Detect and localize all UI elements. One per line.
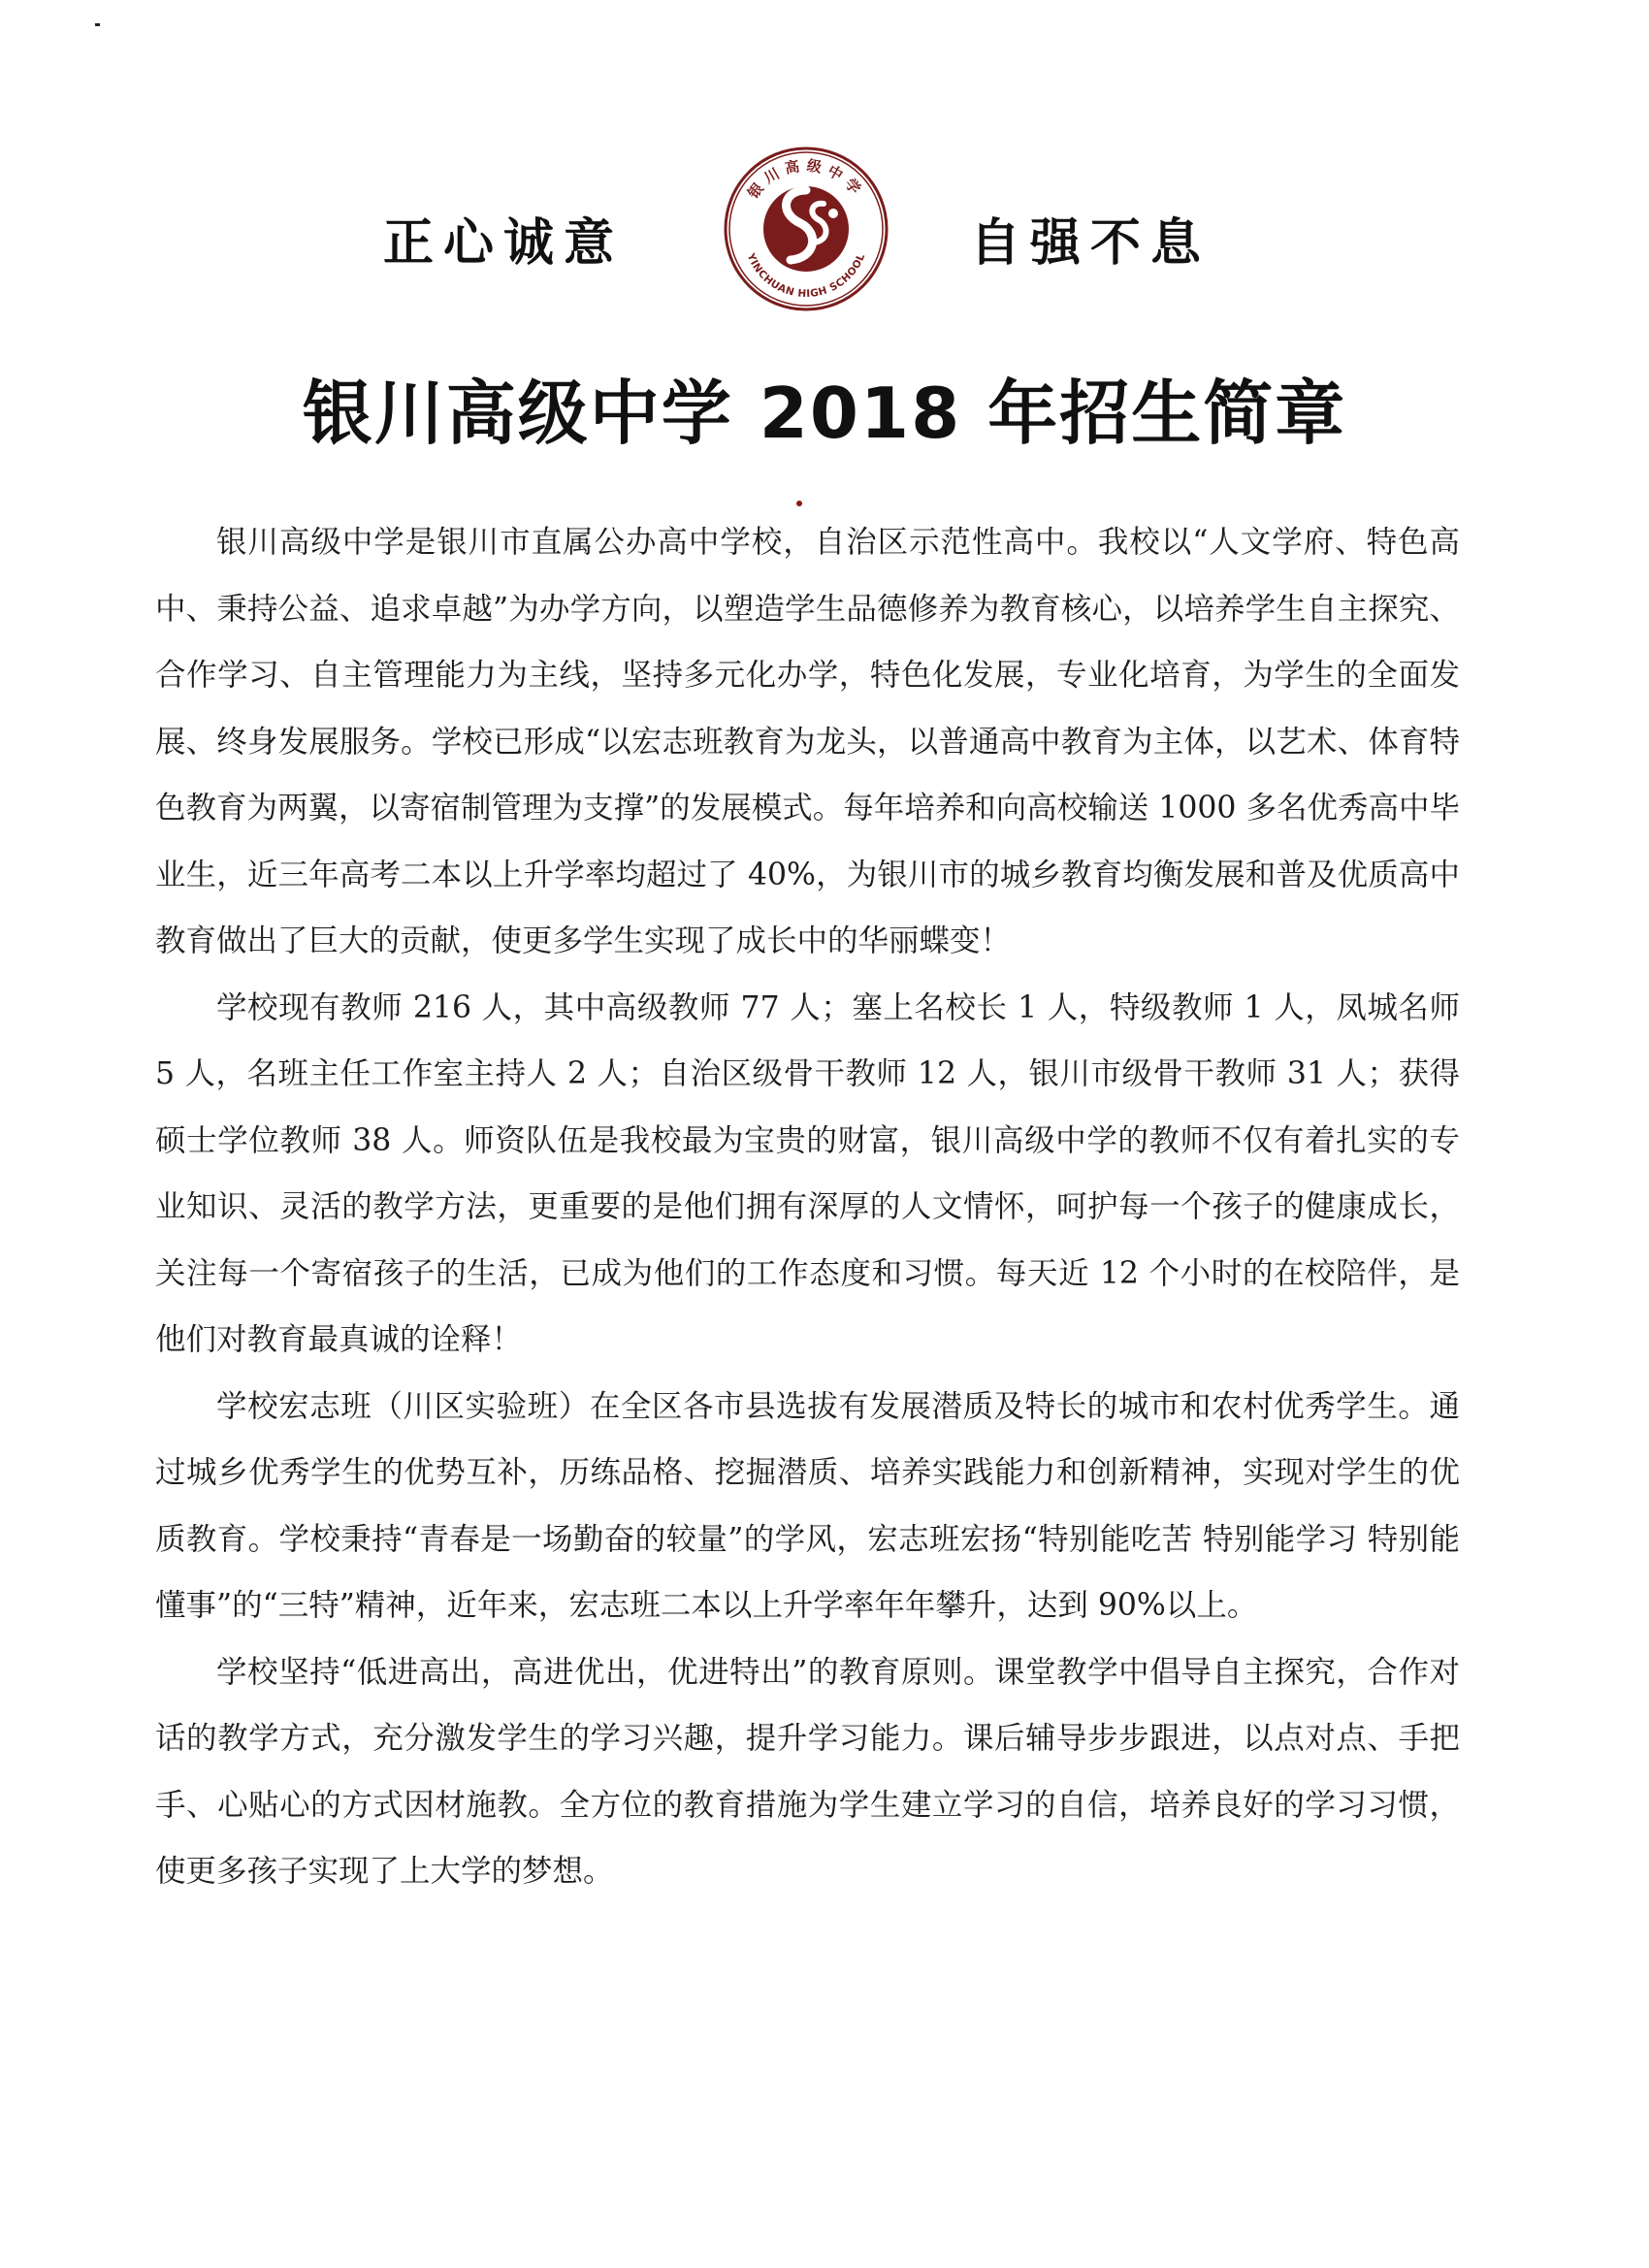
paragraph-intro: 银川高级中学是银川市直属公办高中学校，自治区示范性高中。我校以“人文学府、特色高中、秉持公益、追求卓越”为办学方向，以塑造学生品德修养为教育核心，以培养学生自主探究、合作学习、自主管理能力为主线，坚持多元化办学，特色化发展，专业化培育，为学生的全面发展、终身发展服务。学校已形成“以宏志班教育为龙头，以普通高中教育为主体，以艺术、体育特色教育为两翼，以寄宿制管理为支撑”的发展模式。每年培养和向高校输送 1000 多名优秀高中毕业生，近三年高考二本以上升学率均超过了 40%，为银川市的城乡教育均衡发展和普及优质高中教育做出了巨大的贡献，使更多学生实现了成长中的华丽蝶变！ <box>155 525 1460 958</box>
red-dot-mark <box>796 501 802 506</box>
paragraph-hongzhi-class: 学校宏志班（川区实验班）在全区各市县选拔有发展潜质及特长的城市和农村优秀学生。通过城乡优秀学生的优势互补，历练品格、挖掘潜质、培养实践能力和创新精神，实现对学生的优质教育。学校秉持“青春是一场勤奋的较量”的学风，宏志班宏扬“特别能吃苦 特别能学习 特别能懂事”的“三特”精神，近年来，宏志班二本以上升学率年年攀升，达到 90%以上。 <box>155 1388 1460 1623</box>
header <box>0 146 1649 320</box>
motto-left: 正心诚意 <box>383 214 625 273</box>
body-text <box>155 509 1460 1905</box>
paragraph-teachers: 学校现有教师 216 人，其中高级教师 77 人；塞上名校长 1 人，特级教师 1 人，凤城名师 5 人，名班主任工作室主持人 2 人；自治区级骨干教师 12 人，银川市级骨干教师 31 人；获得硕士学位教师 38 人。师资队伍是我校最为宝贵的财富，银川高级中学的教师不仅有着扎实的专业知识、灵活的教学方法，更重要的是他们拥有深厚的人文情怀，呵护每一个孩子的健康成长，关注每一个寄宿孩子的生活，已成为他们的工作态度和习惯。每天近 12 个小时的在校陪伴，是他们对教育最真诚的诠释！ <box>155 989 1460 1357</box>
seal-top-text: 银川高级中学 <box>744 156 868 203</box>
document-title: 银川高级中学 2018 年招生简章 <box>302 373 1347 454</box>
school-seal-logo <box>723 146 889 312</box>
scan-speck <box>95 23 100 26</box>
seal-bottom-text: YINCHUAN HIGH SCHOOL <box>744 251 868 301</box>
paragraph-principles: 学校坚持“低进高出，高进优出，优进特出”的教育原则。课堂教学中倡导自主探究，合作对话的教学方式，充分激发学生的学习兴趣，提升学习能力。课后辅导步步跟进，以点对点、手把手、心贴心的方式因材施教。全方位的教育措施为学生建立学习的自信，培养良好的学习习惯，使更多孩子实现了上大学的梦想。 <box>155 1654 1460 1889</box>
motto-right: 自强不息 <box>970 214 1212 273</box>
